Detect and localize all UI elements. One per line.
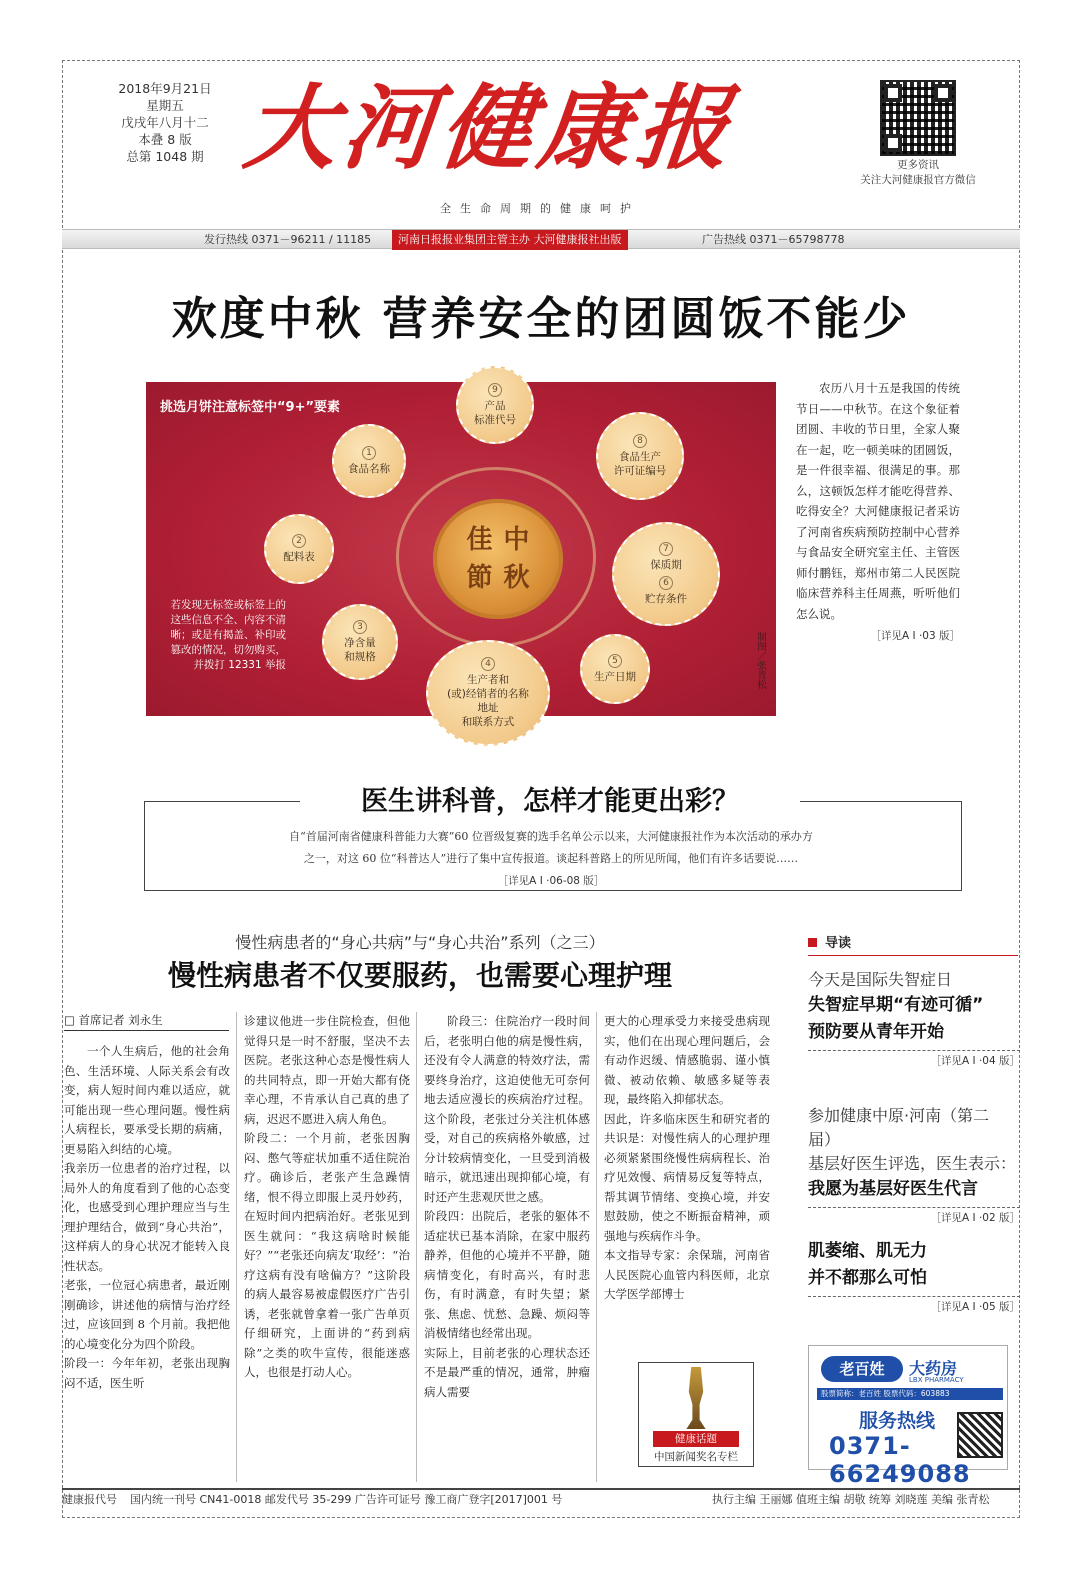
mooncake-char: 節 [466, 563, 493, 593]
guide-title: 失智症早期“有迹可循” 预防要从青年开始 [808, 995, 984, 1042]
item-label: 食品生产 许可证编号 [613, 451, 667, 477]
item-label: 净含量 和规格 [344, 637, 376, 663]
article-column [604, 1012, 770, 1305]
item-number: 8 [633, 434, 647, 448]
item-number: 9 [488, 383, 502, 397]
mooncake-char: 佳 [466, 525, 493, 555]
qr-finder-icon [884, 134, 902, 152]
issue-pages: 本叠 8 版 [138, 132, 192, 147]
award-description: 中国新闻奖名专栏 [654, 1451, 738, 1463]
item-number: 4 [481, 657, 495, 671]
item-number: 3 [353, 620, 367, 634]
article-text: 一个人生病后，他的社会角色、生活环境、人际关系会有改变，病人短时间内难以适应，就可能出现一些心理问题。慢性病人病程长，要承受长期的病痛，更易陷入纠结的心境。 我亲历一位患者的治疗过程，以局外人的角度看到了他的心态变化，也感受到心理护理应当与生理护理结合，做到“身心共治”，这样病人的身心状况才能转入良性状态。 老张，一位冠心病患者，最近刚刚确诊，讲述他的病情与治疗经过，应该回到 8 个月前。我把他的心境变化分为四个阶段。 阶段一：今年年初，老张出现胸闷不适，医生听 [64, 1044, 230, 1390]
guide-item[interactable] [808, 968, 1020, 1068]
column-divider [596, 1012, 597, 1482]
series-title[interactable]: 慢性病患者不仅要服药，也需要心理护理 [167, 959, 672, 992]
article-text: 更大的心理承受力来接受患病现实，他们在出现心理问题后，会有动作迟缓、情感脆弱、谨小慎微、被动依赖、敏感多疑等表现，最终陷入抑郁状态。 因此，许多临床医生和研究者的共识是：对慢性病人的心理护理必须紧紧围绕慢性病病程长、治疗见效慢、病情易反复等特点，帮其调节情绪、变换心境，并安慰鼓励，使之不断振奋精神，顽强地与疾病作斗争。 本文指导专家：余保瑞，河南省人民医院心血管内科医师，北京大学医学部博士 [604, 1014, 770, 1301]
newspaper-title: 大河健康报 [239, 74, 741, 182]
item-label: 配料表 [283, 551, 315, 563]
column-divider [236, 1012, 237, 1482]
qr-finder-icon [884, 84, 902, 102]
pharmacy-brand: 大药房 [909, 1359, 958, 1378]
science-feature-text: 之一，对这 60 位“科普达人”进行了集中宣传报道。谈起科普路上的所见所闻，他们有许多话要说…… [303, 852, 799, 865]
issue-number: 总第 1048 期 [126, 149, 204, 164]
qr-finder-icon [934, 84, 952, 102]
label-item [456, 366, 534, 444]
item-label: 食品名称 [348, 463, 390, 475]
item-number: 2 [292, 534, 306, 548]
qr-caption [848, 158, 988, 188]
series-kicker: 慢性病患者的“身心共病”与“身心共治”系列（之三） [235, 933, 605, 952]
science-feature-title[interactable]: 医生讲科普，怎样才能更出彩？ [300, 780, 800, 824]
tagline: 全生命周期的健康呵护 [440, 202, 640, 215]
guide-title: 我愿为基层好医生代言 [808, 1179, 978, 1199]
item-label: 生产日期 [594, 671, 636, 683]
infographic-credit: 制图／张青松 [755, 632, 766, 689]
award-column-name: 健康话题 [653, 1431, 739, 1447]
label-item [426, 640, 550, 746]
page-footer [62, 1488, 1020, 1510]
guide-item[interactable] [808, 1104, 1020, 1225]
footer-registration: 国内统一刊号 CN41-0018 邮发代号 35-299 广告许可证号 豫工商广登字[2017]001 号 [130, 1493, 563, 1506]
label-item [322, 604, 398, 680]
issue-lunar-date: 戊戌年八月十二 [121, 115, 209, 130]
footer-label: 健康报代号 [62, 1493, 117, 1506]
issue-date: 2018年9月21日 [118, 81, 212, 96]
item-number: 6 [659, 576, 673, 590]
label-item [332, 424, 406, 498]
label-item [596, 412, 684, 500]
article-column [244, 1012, 410, 1383]
guide-item[interactable] [808, 1238, 1020, 1314]
item-number: 7 [659, 542, 673, 556]
item-label: 生产者和 (或)经销者的名称 地址 和联系方式 [447, 674, 529, 728]
item-number: 5 [608, 654, 622, 668]
advertising-hotline: 广告热线 0371－65798778 [702, 233, 845, 246]
mooncake-char: 秋 [503, 563, 530, 593]
lead-article-text: 农历八月十五是我国的传统节日——中秋节。在这个象征着团圆、丰收的节日里，全家人聚在一起，吃一顿美味的团圆饭，是一件很幸福、很满足的事。那么，这顿饭怎样才能吃得营养、吃得安全？大河健康报记者采访了河南省疾病预防控制中心营养与食品安全研究室主任、主管医师付鹏钰，郑州市第二人民医院临床营养科主任周燕，听听他们怎么说。 [796, 381, 960, 621]
pharmacy-ad[interactable] [808, 1345, 1008, 1488]
page-reference-link[interactable]: ［详见A I ·06-08 版］ [497, 875, 605, 887]
lead-article [796, 378, 960, 647]
info-bar [62, 229, 1020, 249]
article-column [424, 1012, 590, 1402]
infographic-warning: 若发现无标签或标签上的这些信息不全、内容不清晰；或是有揭盖、补印或篡改的情况，切勿购买，并拨打 12331 举报 [170, 599, 286, 671]
qr-caption-line: 关注大河健康报官方微信 [860, 174, 976, 186]
mooncake-label-infographic [146, 382, 776, 728]
article-text: 阶段三：住院治疗一段时间后，老张明白他的病是慢性病，还没有令人满意的特效疗法，需要终身治疗，这迫使他无可奈何地去适应漫长的疾病治疗过程。这个阶段，老张过分关注机体感受，对自己的疾病格外敏感，过分计较病情变化，一旦受到消极暗示，就迅速出现抑郁心境，有时还产生悲观厌世之感。 阶段四：出院后，老张的躯体不适症状已基本消除，在家中服药静养，但他的心境并不平静，随病情变化，有时高兴，有时悲伤，有时满意，有时失望；紧张、焦虑、忧愁、急躁、烦闷等消极情绪也经常出现。 实际上，目前老张的心理状态还不是最严重的情况，通常，肿瘤病人需要 [424, 1014, 590, 1399]
issue-info [90, 80, 240, 165]
service-phone: 0371-66249088 [829, 1432, 971, 1488]
label-item [580, 634, 650, 704]
page-reference-link[interactable]: ［详见A I ·02 版］ [808, 1207, 1020, 1225]
page-reference-link[interactable]: ［详见A I ·05 版］ [808, 1296, 1020, 1314]
service-hotline-label: 服务热线 [859, 1410, 936, 1432]
label-item-pair [612, 522, 720, 626]
byline: □ 首席记者 刘永生 [64, 1012, 229, 1031]
award-badge [638, 1362, 754, 1467]
guide-kicker: 今天是国际失智症日 [808, 970, 953, 989]
item-label: 贮存条件 [645, 593, 687, 605]
item-number: 1 [362, 446, 376, 460]
pharmacy-english-name: LBX PHARMACY [909, 1376, 964, 1384]
qr-caption-line: 更多资讯 [897, 159, 939, 171]
ad-qr-code[interactable] [957, 1412, 1003, 1458]
article-text: 诊建议他进一步住院检查，但他觉得只是一时不舒服，坚决不去医院。老张这种心态是慢性病人的共同特点，即一开始大都有侥幸心理，不肯承认自己真的患了病，迟迟不愿进入病人角色。 阶段二：一个月前，老张因胸闷、憋气等症状加重不适住院治疗。确诊后，老张产生急躁情绪，恨不得立即服上灵丹妙药，在短时间内把病治好。老张见到医生就问：“我这病啥时候能好？”“老张还向病友‘取经’：“治疗这病有没有啥偏方？”这阶段的病人最容易被虚假医疗广告引诱，老张就曾拿着一张广告单页仔细研究，上面讲的“药到病除”之类的吹牛宣传，很能迷惑人，也很是打动人心。 [244, 1014, 410, 1379]
column-divider [416, 1012, 417, 1482]
item-label: 产品 标准代号 [474, 400, 516, 426]
wechat-qr-code[interactable] [880, 80, 956, 156]
footer-staff: 执行主编 王丽娜 值班主编 胡敬 统筹 刘晓莲 美编 张青松 [712, 1493, 990, 1506]
guide-kicker: 参加健康中原·河南（第二届） 基层好医生评选，医生表示： [808, 1106, 1017, 1173]
article-column [64, 1042, 230, 1393]
guide-heading [808, 932, 1018, 956]
guide-title: 肌萎缩、肌无力 并不都那么可怕 [808, 1241, 927, 1288]
square-bullet-icon [808, 938, 817, 947]
infographic-title: 挑选月饼注意标签中“9+”要素 [160, 400, 341, 415]
pharmacy-logo: 老百姓 [821, 1356, 903, 1382]
stock-code: 股票简称：老百姓 股票代码：603883 [817, 1388, 1003, 1400]
mooncake-image [433, 499, 563, 619]
guide-heading-label: 导读 [825, 936, 852, 951]
page-reference-link[interactable]: ［详见A I ·03 版］ [870, 630, 960, 642]
item-label: 保质期 [650, 559, 682, 571]
issue-weekday: 星期五 [146, 98, 184, 113]
science-feature-text: 自“首届河南省健康科普能力大赛”60 位晋级复赛的选手名单公示以来，大河健康报社作为本次活动的承办方 [289, 830, 813, 843]
trophy-icon [684, 1367, 708, 1429]
science-feature-body [176, 826, 926, 892]
mooncake-char: 中 [503, 525, 530, 555]
distribution-hotline: 发行热线 0371－96211 / 11185 [204, 233, 372, 246]
main-headline[interactable]: 欢度中秋 营养安全的团圆饭不能少 [171, 292, 911, 345]
label-item [264, 514, 334, 584]
publisher-line: 河南日报报业集团主管主办 大河健康报社出版 [392, 230, 628, 250]
page-reference-link[interactable]: ［详见A I ·04 版］ [808, 1050, 1020, 1068]
